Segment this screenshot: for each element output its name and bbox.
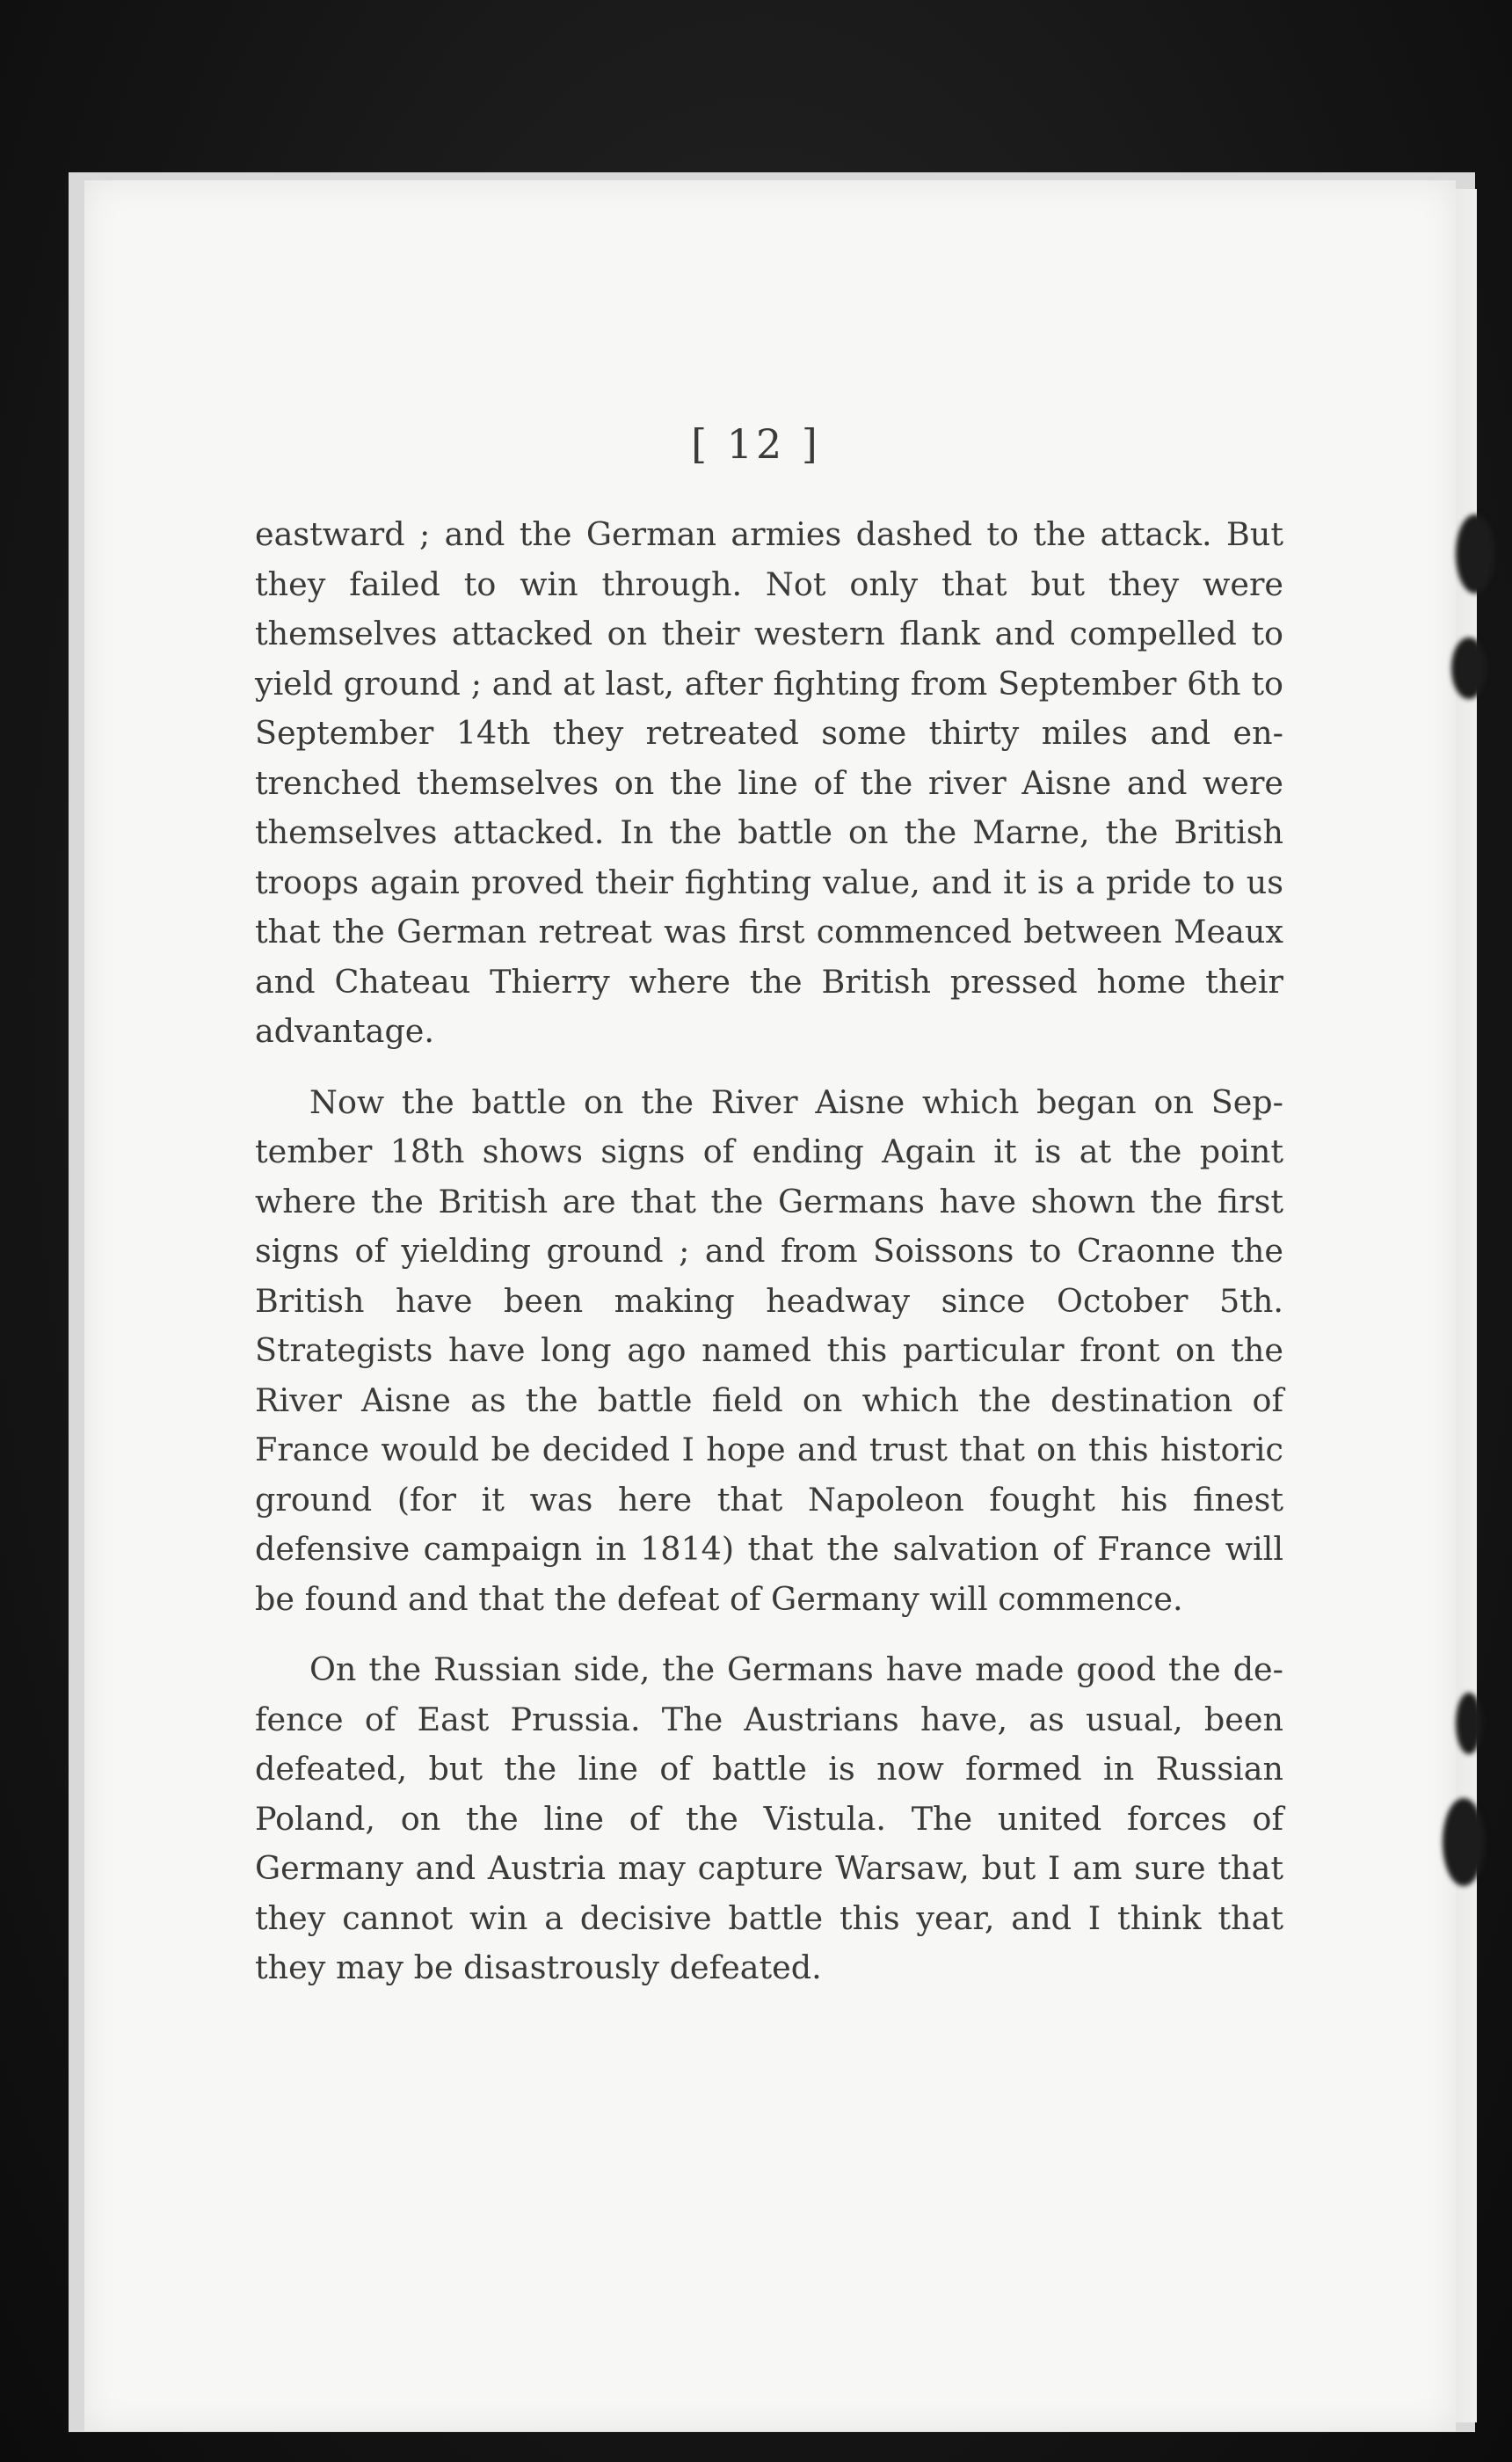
ink-blot [1456, 514, 1494, 594]
ink-blot [1443, 1798, 1485, 1886]
body-text [255, 510, 1283, 2014]
page-number: [ 12 ] [691, 420, 821, 468]
ink-blot [1456, 1693, 1482, 1754]
ink-blot [1451, 637, 1487, 699]
paragraph-1: eastward ; and the German armies dashed to the attack. But they failed to win through. Not only that but they were themselves attacked on their western flank and compelled to yield ground ; and at last, after fighting from September 6th to September 14th they retreated some thirty miles and en-trenched themselves on the line of the river Aisne and were themselves attacked. In the battle on the Marne, the British troops again proved their fighting value, and it is a pride to us that the German retreat was first commenced between Meaux and Chateau Thierry where the British pressed home their advantage. [255, 515, 1283, 1050]
paragraph-2: Now the battle on the River Aisne which began on Sep-tember 18th shows signs of ending Again it is at the point where the British are that the Germans have shown the first signs of yielding ground ; and from Soissons to Craonne the British have been making headway since October 5th. Strategists have long ago named this particular front on the River Aisne as the battle field on which the destination of France would be decided I hope and trust that on this historic ground (for it was here that Napoleon fought his finest defensive campaign in 1814) that the salvation of France will be found and that the defeat of Germany will commence. [255, 1082, 1283, 1618]
paragraph-3: On the Russian side, the Germans have made good the de-fence of East Prussia. The Austrians have, as usual, been defeated, but the line of battle is now formed in Russian Poland, on the line of the Vistula. The united forces of Germany and Austria may capture Warsaw, but I am sure that they cannot win a decisive battle this year, and I think that they may be disastrously defeated. [255, 1650, 1283, 1986]
